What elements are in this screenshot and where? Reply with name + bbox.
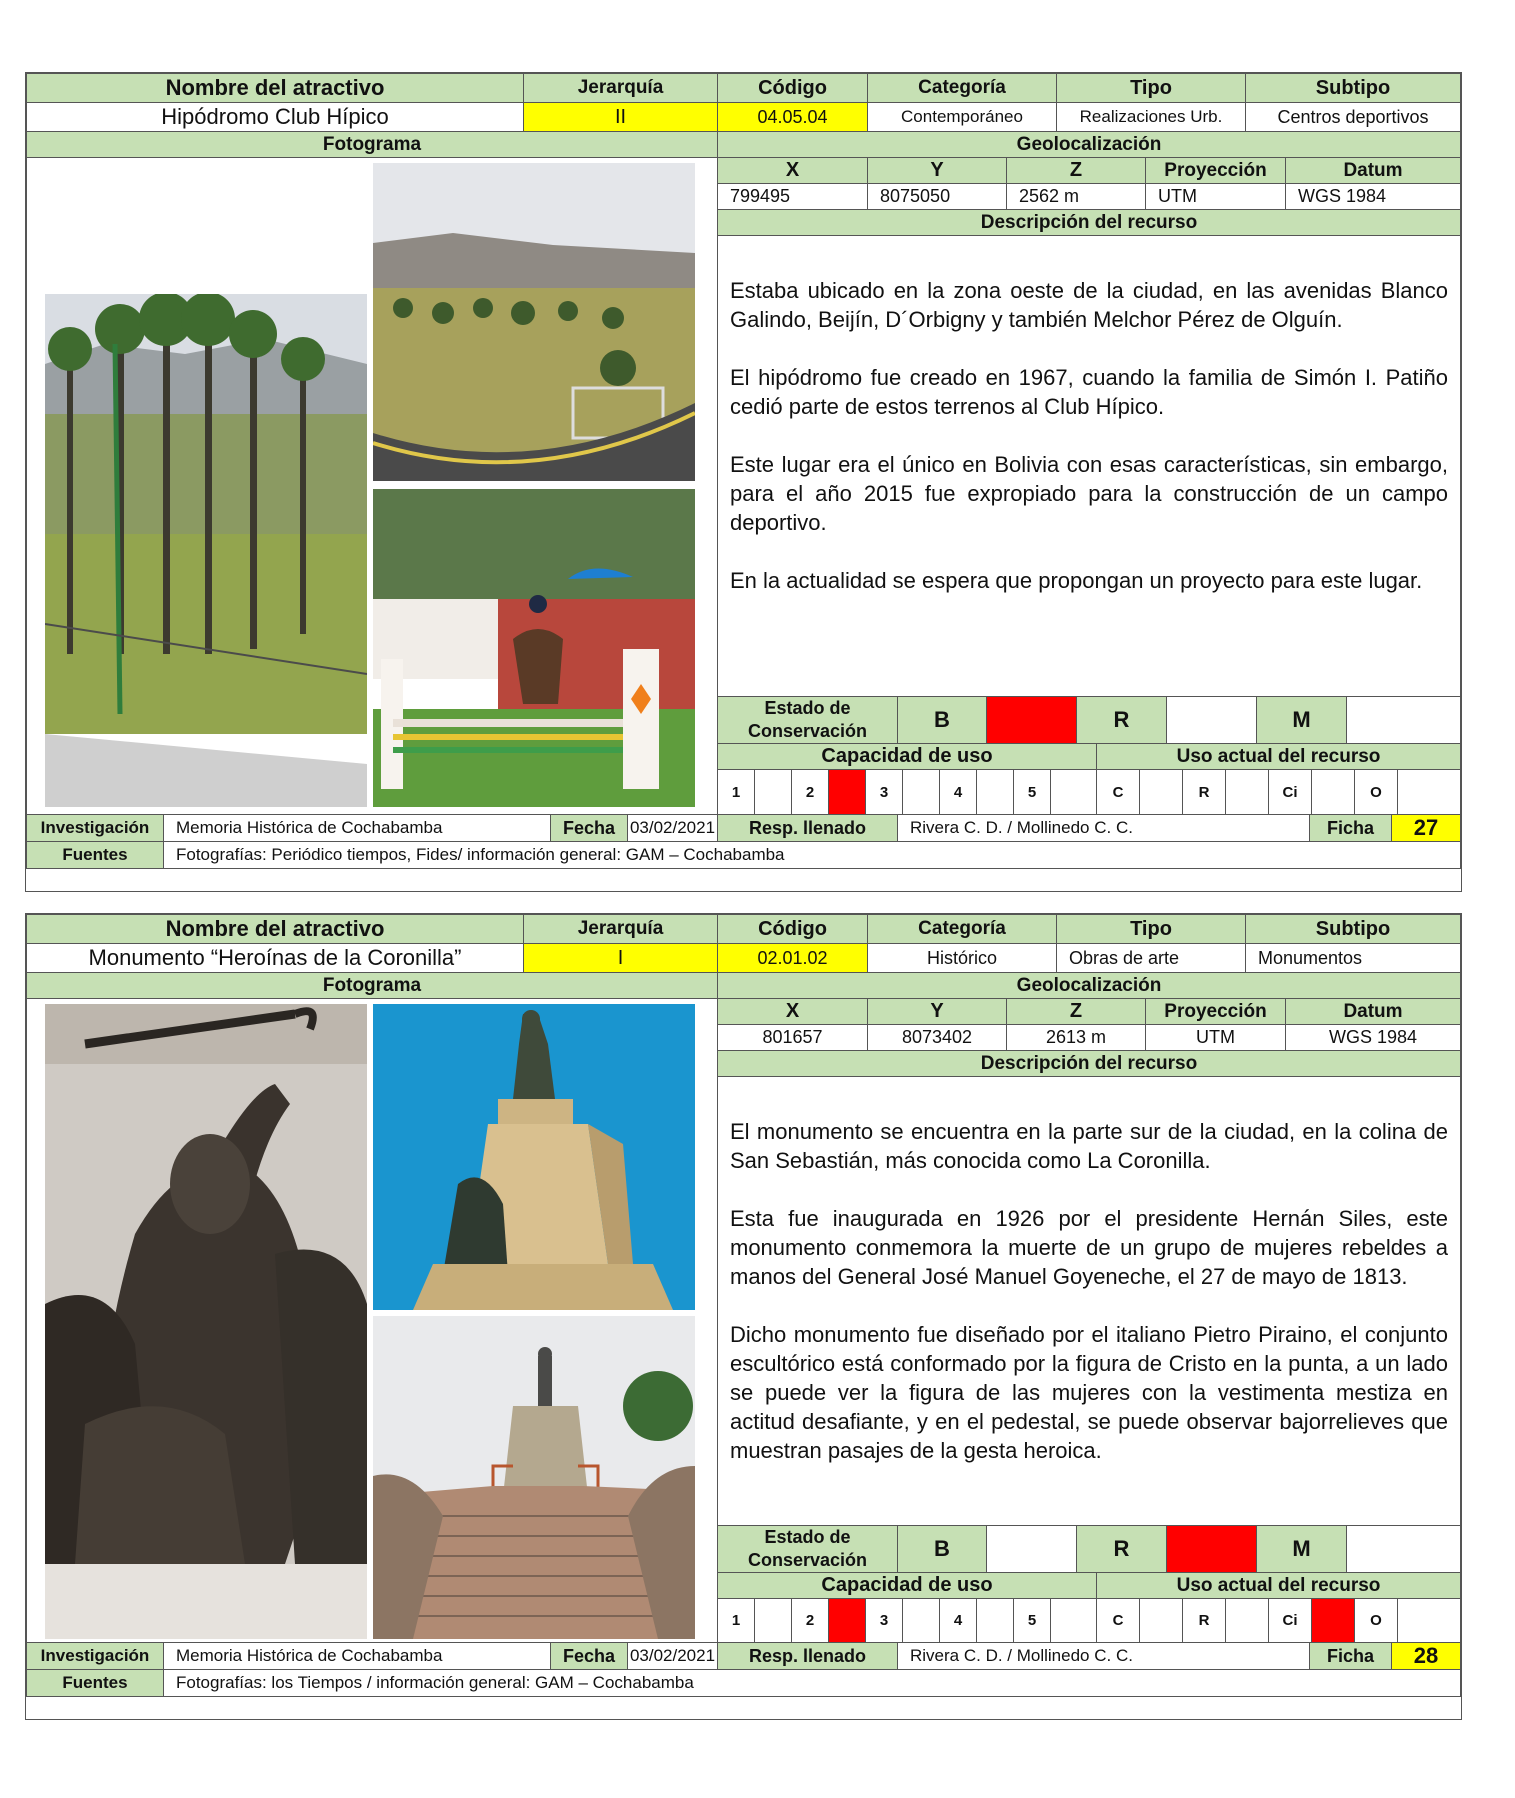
- descripcion-paragraph: En la actualidad se espera que propongan un proyecto para este lugar.: [730, 568, 1423, 593]
- estado-r-label: R: [1076, 696, 1167, 744]
- investigacion-value: Memoria Histórica de Cochabamba: [163, 814, 551, 842]
- uso-c-label: C: [1096, 1598, 1140, 1643]
- uso-r-label: R: [1182, 769, 1226, 815]
- descripcion-text: [717, 235, 1461, 697]
- geo-proyeccion-header: Proyección: [1145, 157, 1286, 184]
- jerarquia-value: II: [523, 102, 718, 132]
- nombre-header: Nombre del atractivo: [26, 73, 524, 103]
- fecha-value: 03/02/2021: [627, 1642, 718, 1670]
- subtipo-value: Monumentos: [1245, 943, 1461, 973]
- estado-m-mark: [1346, 696, 1461, 744]
- codigo-header: Código: [717, 914, 868, 944]
- categoria-header: Categoría: [867, 73, 1057, 103]
- fecha-value: 03/02/2021: [627, 814, 718, 842]
- capacidad-2-mark: [828, 1598, 866, 1643]
- descripcion-paragraph: El monumento se encuentra en la parte sur de la ciudad, en la colina de San Sebastián, más conocida como La Coronilla.: [730, 1119, 1448, 1173]
- uso-actual-header: Uso actual del recurso: [1096, 1572, 1461, 1599]
- uso-c-mark: [1139, 1598, 1183, 1643]
- geo-proyeccion-value: UTM: [1145, 1024, 1286, 1051]
- geo-z-header: Z: [1006, 157, 1146, 184]
- capacidad-3-mark: [902, 769, 940, 815]
- capacidad-2-label: 2: [791, 1598, 829, 1643]
- capacidad-4-mark: [976, 769, 1014, 815]
- nombre-value: Monumento “Heroínas de la Coronilla”: [26, 943, 524, 973]
- uso-c-mark: [1139, 769, 1183, 815]
- estado-b-mark: [986, 696, 1077, 744]
- estado-label-line1: Estado de: [764, 1527, 851, 1547]
- categoria-header: Categoría: [867, 914, 1057, 944]
- capacidad-1-mark: [754, 1598, 792, 1643]
- geo-y-value: 8073402: [867, 1024, 1007, 1051]
- capacidad-3-label: 3: [865, 1598, 903, 1643]
- nombre-header: Nombre del atractivo: [26, 914, 524, 944]
- jerarquia-header: Jerarquía: [523, 914, 718, 944]
- categoria-value: Histórico: [867, 943, 1057, 973]
- fecha-label: Fecha: [550, 1642, 628, 1670]
- ficha-number: 27: [1391, 814, 1461, 842]
- subtipo-value: Centros deportivos: [1245, 102, 1461, 132]
- geo-datum-header: Datum: [1285, 998, 1461, 1025]
- capacidad-4-label: 4: [939, 1598, 977, 1643]
- fuentes-label: Fuentes: [26, 1669, 164, 1697]
- jerarquia-header: Jerarquía: [523, 73, 718, 103]
- ficha-label: Ficha: [1309, 1642, 1392, 1670]
- photo-monumento-cristo: [373, 1004, 695, 1310]
- geo-datum-value: WGS 1984: [1285, 1024, 1461, 1051]
- ficha-card-28: [25, 913, 1462, 1720]
- tipo-value: Obras de arte: [1056, 943, 1246, 973]
- photo-salto-ecuestre: [373, 489, 695, 807]
- geo-z-value: 2562 m: [1006, 183, 1146, 210]
- uso-r-label: R: [1182, 1598, 1226, 1643]
- codigo-header: Código: [717, 73, 868, 103]
- resp-llenado-label: Resp. llenado: [717, 1642, 898, 1670]
- uso-ci-label: Ci: [1268, 769, 1312, 815]
- estado-m-mark: [1346, 1525, 1461, 1573]
- subtipo-header: Subtipo: [1245, 914, 1461, 944]
- geo-x-header: X: [717, 998, 868, 1025]
- fuentes-value: Fotografías: Periódico tiempos, Fides/ información general: GAM – Cochabamba: [163, 841, 1461, 869]
- capacidad-3-label: 3: [865, 769, 903, 815]
- photo-escultura-heroinas: [45, 1004, 367, 1639]
- fecha-label: Fecha: [550, 814, 628, 842]
- estado-r-mark: [1166, 1525, 1257, 1573]
- ficha-label: Ficha: [1309, 814, 1392, 842]
- subtipo-header: Subtipo: [1245, 73, 1461, 103]
- estado-m-label: M: [1256, 696, 1347, 744]
- geo-x-value: 799495: [717, 183, 868, 210]
- geolocalizacion-header: Geolocalización: [717, 972, 1461, 999]
- estado-label-line2: Conservación: [747, 1550, 868, 1570]
- capacidad-4-label: 4: [939, 769, 977, 815]
- uso-o-mark: [1397, 1598, 1461, 1643]
- descripcion-paragraph: Estaba ubicado en la zona oeste de la ciudad, en las avenidas Blanco Galindo, Beijín, D´Orbigny y también Melchor Pérez de Olguín.: [730, 278, 1448, 332]
- estado-b-mark: [986, 1525, 1077, 1573]
- geo-datum-value: WGS 1984: [1285, 183, 1461, 210]
- capacidad-3-mark: [902, 1598, 940, 1643]
- capacidad-4-mark: [976, 1598, 1014, 1643]
- estado-b-label: B: [897, 696, 987, 744]
- estado-r-mark: [1166, 696, 1257, 744]
- capacidad-2-label: 2: [791, 769, 829, 815]
- resp-llenado-value: Rivera C. D. / Mollinedo C. C.: [897, 814, 1310, 842]
- estado-b-label: B: [897, 1525, 987, 1573]
- uso-actual-header: Uso actual del recurso: [1096, 743, 1461, 770]
- geo-proyeccion-value: UTM: [1145, 183, 1286, 210]
- tipo-header: Tipo: [1056, 914, 1246, 944]
- descripcion-paragraph: Dicho monumento fue diseñado por el italiano Pietro Piraino, el conjunto escultórico está conformado por la figura de Cristo en la punta, a un lado se puede ver la figura de las mujeres con la vestimenta mestiza en actitud desafiante, y en el pedestal, se puede observar bajorrelieves que muestran pasajes de la gesta heroica.: [730, 1322, 1448, 1463]
- fotograma-area: [26, 157, 718, 815]
- geo-z-header: Z: [1006, 998, 1146, 1025]
- geo-proyeccion-header: Proyección: [1145, 998, 1286, 1025]
- uso-r-mark: [1225, 769, 1269, 815]
- geolocalizacion-header: Geolocalización: [717, 131, 1461, 158]
- codigo-value: 04.05.04: [717, 102, 868, 132]
- descripcion-paragraph: Este lugar era el único en Bolivia con esas características, sin embargo, para el año 2015 fue expropiado para la construcción de un campo deportivo.: [730, 452, 1448, 535]
- resp-llenado-label: Resp. llenado: [717, 814, 898, 842]
- investigacion-label: Investigación: [26, 1642, 164, 1670]
- capacidad-1-label: 1: [717, 769, 755, 815]
- uso-c-label: C: [1096, 769, 1140, 815]
- capacidad-header: Capacidad de uso: [717, 743, 1097, 770]
- capacidad-2-mark: [828, 769, 866, 815]
- uso-o-label: O: [1354, 769, 1398, 815]
- fuentes-label: Fuentes: [26, 841, 164, 869]
- categoria-value: Contemporáneo: [867, 102, 1057, 132]
- descripcion-text: [717, 1076, 1461, 1526]
- descripcion-paragraph: Esta fue inaugurada en 1926 por el presidente Hernán Siles, este monumento conmemora la muerte de un grupo de mujeres rebeldes a manos del General José Manuel Goyeneche, el 27 de mayo de 1813.: [730, 1206, 1448, 1289]
- capacidad-header: Capacidad de uso: [717, 1572, 1097, 1599]
- uso-r-mark: [1225, 1598, 1269, 1643]
- uso-o-mark: [1397, 769, 1461, 815]
- investigacion-value: Memoria Histórica de Cochabamba: [163, 1642, 551, 1670]
- photo-hipodromo-aerial: [373, 163, 695, 481]
- geo-x-value: 801657: [717, 1024, 868, 1051]
- investigacion-label: Investigación: [26, 814, 164, 842]
- geo-x-header: X: [717, 157, 868, 184]
- geo-y-header: Y: [867, 998, 1007, 1025]
- descripcion-header: Descripción del recurso: [717, 1050, 1461, 1077]
- tipo-value: Realizaciones Urb.: [1056, 102, 1246, 132]
- geo-datum-header: Datum: [1285, 157, 1461, 184]
- capacidad-5-mark: [1050, 1598, 1097, 1643]
- geo-z-value: 2613 m: [1006, 1024, 1146, 1051]
- codigo-value: 02.01.02: [717, 943, 868, 973]
- estado-label: [717, 696, 898, 744]
- capacidad-1-mark: [754, 769, 792, 815]
- uso-ci-label: Ci: [1268, 1598, 1312, 1643]
- geo-y-header: Y: [867, 157, 1007, 184]
- fotograma-area: [26, 998, 718, 1643]
- fotograma-header: Fotograma: [26, 972, 718, 999]
- uso-ci-mark: [1311, 1598, 1355, 1643]
- photo-coronilla-escaleras: [373, 1316, 695, 1639]
- ficha-number: 28: [1391, 1642, 1461, 1670]
- estado-label-line2: Conservación: [747, 721, 868, 741]
- geo-y-value: 8075050: [867, 183, 1007, 210]
- capacidad-1-label: 1: [717, 1598, 755, 1643]
- ficha-card-27: [25, 72, 1462, 892]
- descripcion-paragraph: El hipódromo fue creado en 1967, cuando la familia de Simón I. Patiño cedió parte de estos terrenos al Club Hípico.: [730, 365, 1448, 419]
- jerarquia-value: I: [523, 943, 718, 973]
- fuentes-value: Fotografías: los Tiempos / información general: GAM – Cochabamba: [163, 1669, 1461, 1697]
- estado-label: [717, 1525, 898, 1573]
- capacidad-5-label: 5: [1013, 769, 1051, 815]
- uso-o-label: O: [1354, 1598, 1398, 1643]
- capacidad-5-mark: [1050, 769, 1097, 815]
- photo-palm-field: [45, 294, 367, 807]
- uso-ci-mark: [1311, 769, 1355, 815]
- resp-llenado-value: Rivera C. D. / Mollinedo C. C.: [897, 1642, 1310, 1670]
- estado-r-label: R: [1076, 1525, 1167, 1573]
- estado-label-line1: Estado de: [764, 698, 851, 718]
- descripcion-header: Descripción del recurso: [717, 209, 1461, 236]
- tipo-header: Tipo: [1056, 73, 1246, 103]
- capacidad-5-label: 5: [1013, 1598, 1051, 1643]
- fotograma-header: Fotograma: [26, 131, 718, 158]
- nombre-value: Hipódromo Club Hípico: [26, 102, 524, 132]
- estado-m-label: M: [1256, 1525, 1347, 1573]
